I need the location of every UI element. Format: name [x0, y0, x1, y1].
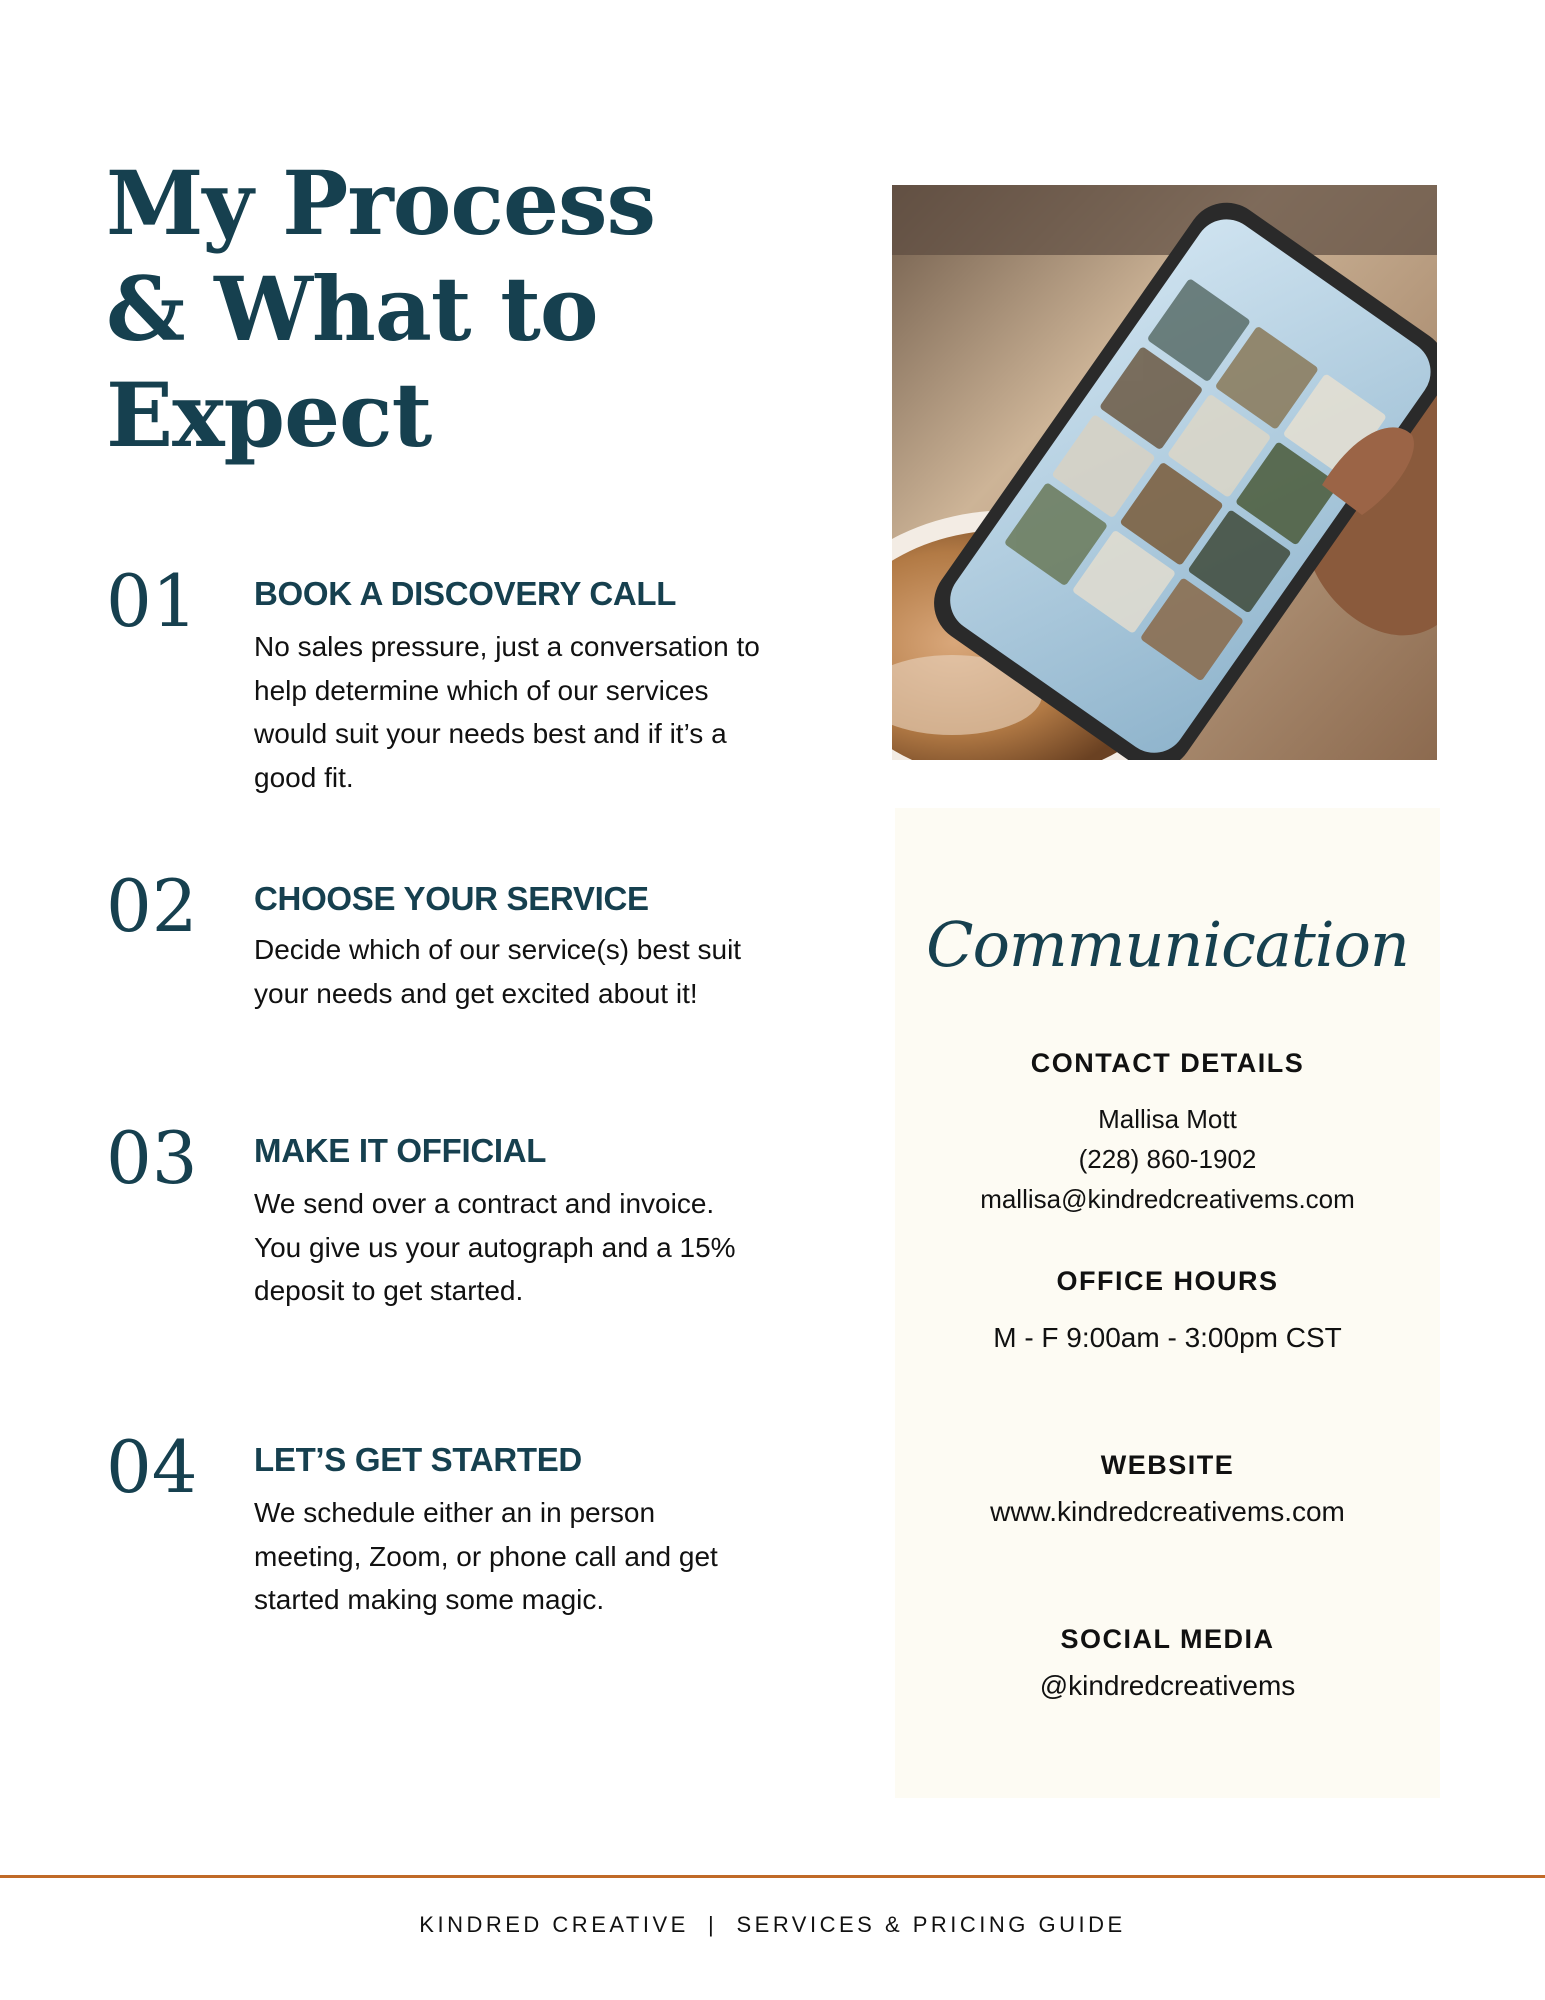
- step-number: 03: [106, 1116, 198, 1200]
- step-line: meeting, Zoom, or phone call and get: [254, 1540, 718, 1572]
- step-heading: CHOOSE YOUR SERVICE: [254, 880, 649, 917]
- step-line: deposit to get started.: [254, 1275, 524, 1306]
- step-line: No sales pressure, just a conversation to: [254, 631, 760, 662]
- contact-phone[interactable]: (228) 860-1902: [1078, 1144, 1257, 1174]
- social-media-heading: SOCIAL MEDIA: [1060, 1624, 1275, 1654]
- step-line: started making some magic.: [254, 1584, 605, 1615]
- step-description: [254, 1182, 834, 1313]
- step-number: 02: [106, 864, 198, 948]
- step-line: good fit.: [254, 761, 354, 793]
- step-line: help determine which of our services: [254, 674, 709, 706]
- step-description: [254, 625, 834, 799]
- website-link[interactable]: www.kindredcreativems.com: [990, 1496, 1345, 1527]
- office-hours-heading: OFFICE HOURS: [1056, 1266, 1279, 1296]
- step-heading: BOOK A DISCOVERY CALL: [254, 575, 677, 612]
- contact-details-heading: CONTACT DETAILS: [1030, 1048, 1305, 1078]
- step-heading: LET’S GET STARTED: [254, 1441, 582, 1478]
- step-line: We send over a contract and invoice.: [254, 1188, 715, 1219]
- title-line-2: & What to: [106, 257, 598, 361]
- phone-coffee-photo: [892, 185, 1437, 760]
- website-heading: WEBSITE: [1100, 1450, 1235, 1480]
- step-heading: MAKE IT OFFICIAL: [254, 1132, 547, 1169]
- contact-panel: [895, 808, 1440, 1798]
- contact-email[interactable]: mallisa@kindredcreativems.com: [980, 1184, 1355, 1214]
- step-description: [254, 1491, 834, 1622]
- step-number: 01: [106, 559, 198, 643]
- communication-script-title: Communication: [926, 908, 1409, 981]
- footer-divider: [0, 1875, 1545, 1878]
- step-line: Decide which of our service(s) best suit: [254, 934, 742, 965]
- step-line: We schedule either an in person: [254, 1497, 656, 1528]
- step-line: You give us your autograph and a 15%: [254, 1231, 736, 1263]
- office-hours: M - F 9:00am - 3:00pm CST: [993, 1322, 1342, 1353]
- title-line-1: My Process: [106, 151, 656, 255]
- footer-text: KINDRED CREATIVE | SERVICES & PRICING GUIDE: [419, 1912, 1126, 1937]
- step-description: [254, 928, 834, 1015]
- step-number: 04: [106, 1425, 198, 1509]
- contact-name: Mallisa Mott: [1098, 1104, 1237, 1134]
- step-line: would suit your needs best and if it’s a: [254, 718, 727, 749]
- step-line: your needs and get excited about it!: [254, 977, 698, 1009]
- title-line-3: Expect: [106, 363, 432, 467]
- social-handle[interactable]: @kindredcreativems: [1039, 1670, 1296, 1701]
- page-title: [106, 150, 746, 468]
- phone-with-coffee-photo-icon: [892, 185, 1437, 760]
